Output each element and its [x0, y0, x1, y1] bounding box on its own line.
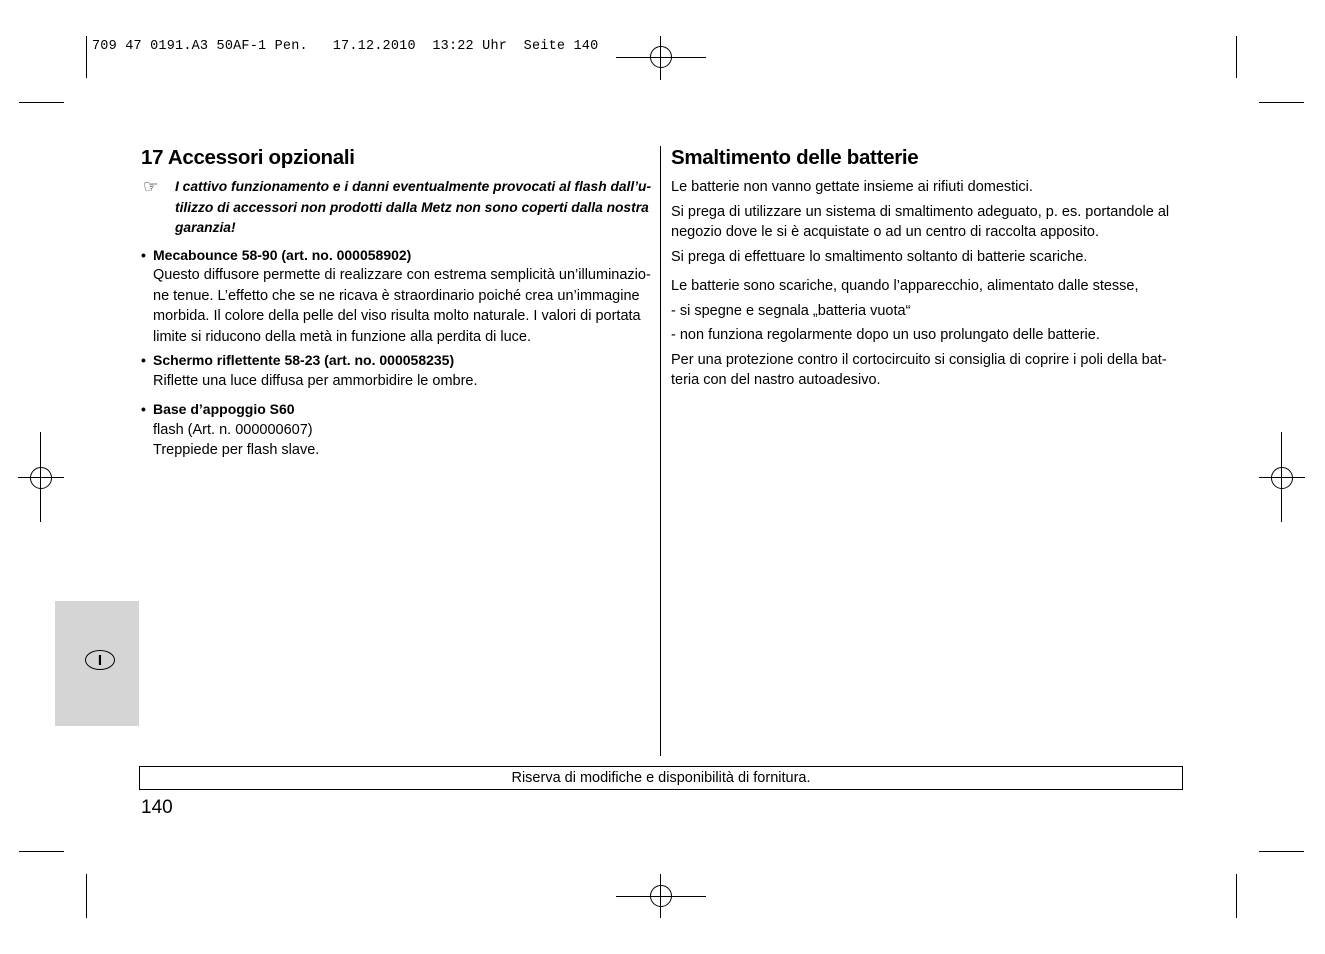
crop-mark — [86, 36, 87, 78]
accessory-line: Riflette una luce diffusa per ammorbidire le ombre. — [153, 372, 478, 389]
crop-mark — [19, 851, 64, 852]
accessory-mecabounce — [141, 245, 653, 348]
language-badge: I — [85, 650, 115, 670]
crop-mark — [1236, 36, 1237, 78]
pointing-hand-icon: ☞ — [143, 177, 159, 196]
accessories-heading: 17 Accessori opzionali — [141, 146, 355, 169]
accessory-title: Base d’appoggio S60 — [153, 401, 295, 417]
battery-disposal-section — [671, 145, 1176, 395]
language-tab — [55, 601, 139, 726]
note-line: I cattivo funzionamento e i danni eventualmente provocati al flash dall’u- — [175, 179, 652, 194]
paragraph: Si prega di effettuare lo smaltimento soltanto di batterie scariche. — [671, 248, 1088, 265]
page-number: 140 — [141, 797, 173, 818]
accessory-reflector — [141, 350, 653, 391]
note-line: garanzia! — [175, 220, 236, 235]
bullet: • — [141, 246, 146, 263]
column-divider — [660, 146, 661, 756]
accessory-stand — [141, 399, 653, 461]
list-item: - si spegne e segnala „batteria vuota“ — [671, 302, 911, 319]
accessory-line: Questo diffusore permette di realizzare con estrema semplicità un’illuminazio- — [153, 267, 651, 283]
bullet: • — [141, 352, 146, 368]
accessory-line: ne tenue. L’effetto che se ne ricava è straordinario poiché crea un’immagine — [153, 287, 640, 304]
accessory-line: morbida. Il colore della pelle del viso risulta molto naturale. I valori di portata — [153, 308, 641, 324]
accessory-line: flash (Art. n. 000000607) — [153, 421, 313, 438]
accessory-title: Mecabounce 58-90 (art. no. 000058902) — [153, 246, 412, 263]
accessory-title: Schermo riflettente 58-23 (art. no. 000058235) — [153, 352, 455, 368]
footer-notice: Riserva di modifiche e disponibilità di fornitura. — [139, 766, 1183, 790]
crop-mark — [86, 874, 87, 918]
accessories-section — [141, 145, 653, 464]
accessory-line: Treppiede per flash slave. — [153, 442, 320, 458]
warranty-note — [141, 177, 653, 239]
paragraph: Si prega di utilizzare un sistema di smaltimento adeguato, p. es. portandole al negozio dove le si è acquistate o ad un centro di raccolta apposito. — [671, 203, 1170, 240]
paragraph: Le batterie sono scariche, quando l’apparecchio, alimentato dalle stesse, — [671, 278, 1139, 294]
paragraph: Le batterie non vanno gettate insieme ai rifiuti domestici. — [671, 179, 1033, 195]
crop-mark — [1236, 874, 1237, 918]
note-line: tilizzo di accessori non prodotti dalla Metz non sono coperti dalla nostra — [175, 199, 649, 215]
print-slug: 709 47 0191.A3 50AF-1 Pen. 17.12.2010 13:22 Uhr Seite 140 — [92, 39, 599, 54]
crop-mark — [1259, 851, 1304, 852]
accessory-line: limite si riducono della metà in funzione alla perdita di luce. — [153, 328, 532, 345]
bullet: • — [141, 401, 146, 417]
battery-heading: Smaltimento delle batterie — [671, 146, 919, 169]
list-item: - non funziona regolarmente dopo un uso prolungato delle batterie. — [671, 327, 1100, 343]
crop-mark — [19, 102, 64, 103]
crop-mark — [1259, 102, 1304, 103]
paragraph: Per una protezione contro il cortocircuito si consiglia di coprire i poli della bat- teria con del nastro autoadesivo. — [671, 351, 1167, 388]
